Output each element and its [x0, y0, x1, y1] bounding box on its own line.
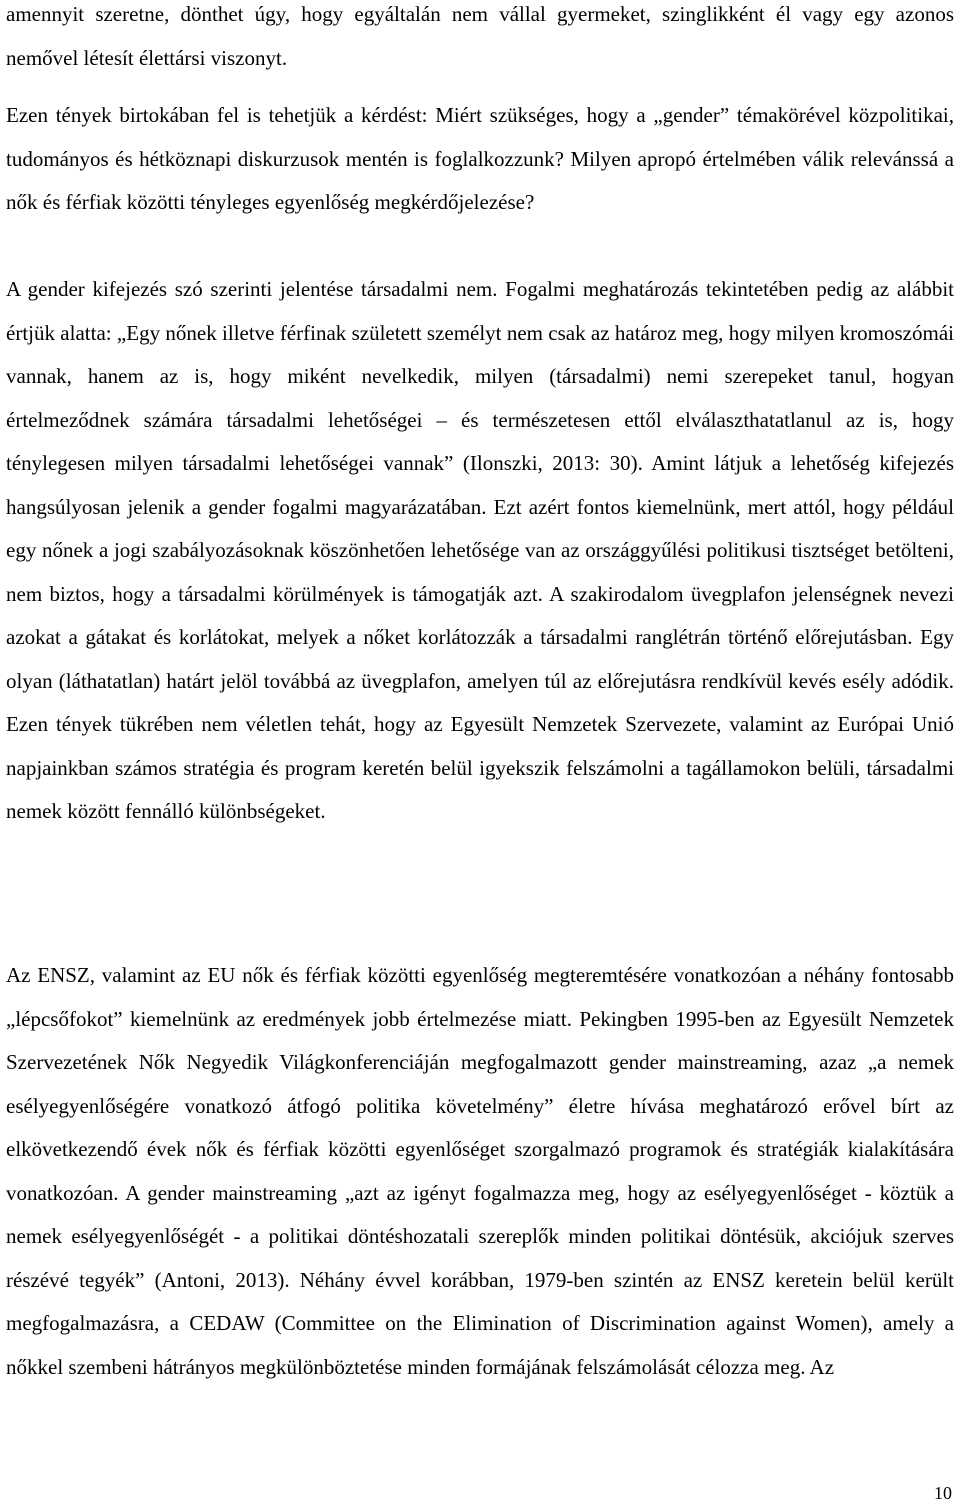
paragraph-question: Ezen tények birtokában fel is tehetjük a kérdést: Miért szükséges, hogy a „gender” témakörével közpolitikai, tudományos és hétköznapi diskurzusok mentén is foglalkozzunk? Milyen apropó értelmében válik relevánssá a nők és férfiak közötti tényleges egyenlőség megkérdőjelezése? [6, 103, 954, 214]
paragraph-continuation: amennyit szeretne, dönthet úgy, hogy egyáltalán nem vállal gyermeket, szinglikként él vagy egy azonos nemővel létesít élettársi viszonyt. [6, 2, 954, 70]
paragraph-gender-definition: A gender kifejezés szó szerinti jelentése társadalmi nem. Fogalmi meghatározás tekintetében pedig az alábbit értjük alatta: „Egy nőnek illetve férfinak született személyt nem csak az határoz meg, hogy milyen kromoszómái vannak, hanem az is, hogy miként nevelkedik, milyen (társadalmi) nemi szerepeket tanul, hogyan értelmeződnek számára társadalmi lehetőségei – és természetesen ettől elválaszthatatlanul az is, hogy ténylegesen milyen társadalmi lehetőségei vannak” (Ilonszki, 2013: 30). Amint látjuk a lehetőség kifejezés hangsúlyosan jelenik a gender fogalmi magyarázatában. Ezt azért fontos kiemelnünk, mert attól, hogy például egy nőnek a jogi szabályozásoknak köszönhetően lehetősége van az országgyűlési politikusi tisztséget betölteni, nem biztos, hogy a társadalmi körülmények is támogatják azt. A szakirodalom üvegplafon jelenségnek nevezi azokat a gátakat és korlátokat, melyek a nőket korlátozzák a társadalmi ranglétrán történő előrejutásban. Egy olyan (láthatatlan) határt jelöl továbbá az üvegplafon, amelyen túl az előrejutásra rendkívül kevés esély adódik. Ezen tények tükrében nem véletlen tehát, hogy az Egyesült Nemzetek Szervezete, valamint az Európai Unió napjainkban számos stratégia és program keretén belül igyekszik felszámolni a tagállamokon belüli, társadalmi nemek között fennálló különbségeket. [6, 277, 954, 823]
page-number: 10 [934, 1483, 952, 1503]
paragraph-ensz-eu: Az ENSZ, valamint az EU nők és férfiak közötti egyenlőség megteremtésére vonatkozóan a néhány fontosabb „lépcsőfokot” kiemelnünk az eredmények jobb értelmezése miatt. Pekingben 1995-ben az Egyesült Nemzetek Szervezetének Nők Negyedik Világkonferenciáján megfogalmazott gender mainstreaming, azaz „a nemek esélyegyenlőségére vonatkozó átfogó politika követelmény” életre hívása meghatározó erővel bírt az elkövetkezendő évek nők és férfiak közötti egyenlőséget szorgalmazó programok és stratégiák kialakítására vonatkozóan. A gender mainstreaming „azt az igényt fogalmazza meg, hogy az esélyegyenlőséget - köztük a nemek esélyegyenlőségét - a politikai döntéshozatali szereplők minden politikai döntésük, akciójuk szerves részévé tegyék” (Antoni, 2013). Néhány évvel korábban, 1979-ben szintén az ENSZ keretein belül került megfogalmazásra, a CEDAW (Committee on the Elimination of Discrimination against Women), amely a nőkkel szembeni hátrányos megkülönböztetése minden formájának felszámolását célozza meg. Az [6, 963, 954, 1379]
